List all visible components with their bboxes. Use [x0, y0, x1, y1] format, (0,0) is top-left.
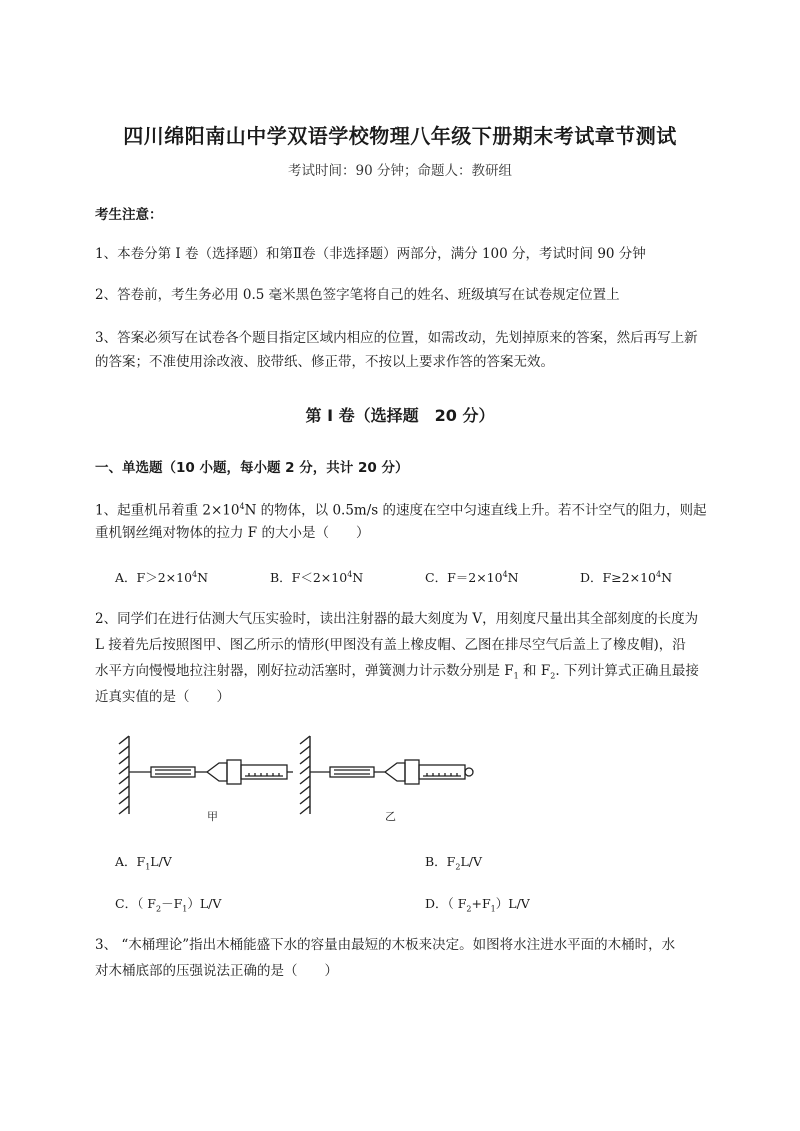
note-item: 1、本卷分第 I 卷（选择题）和第Ⅱ卷（非选择题）两部分，满分 100 分，考试时间 90 分钟 [95, 246, 646, 262]
exam-subtitle: 考试时间：90 分钟；命题人：教研组 [288, 163, 512, 179]
syringe-experiment-figure [115, 732, 475, 824]
q2-option-d[interactable]: D．（ $F_2+F_1)L/V$ [425, 896, 530, 914]
q1-option-c[interactable]: C．$F=2\times 10^4N$ [425, 569, 519, 585]
question-2-line: 近真实值的是（ ） [95, 689, 230, 705]
question-3-line: 3、 “木桶理论”指出木桶能盛下水的容量由最短的木板来决定。如图将水注进水平面的木桶时，水 [95, 937, 676, 953]
wall-left [119, 736, 129, 814]
question-3-line: 对木桶底部的压强说法正确的是（ ） [95, 963, 338, 979]
question-2-line: 2、同学们在进行估测大气压实验时，读出注射器的最大刻度为 V，用刻度尺量出其全部刻度的长度为 [95, 611, 699, 627]
apparatus-yi [310, 760, 473, 784]
page-title: 四川绵阳南山中学双语学校物理八年级下册期末考试章节测试 [123, 124, 677, 148]
note-item: 2、答卷前，考生务必用 0.5 毫米黑色签字笔将自己的姓名、班级填写在试卷规定位置上 [95, 287, 620, 303]
figure-label-jia: 甲 [207, 810, 218, 823]
note-item: 的答案；不准使用涂改液、胶带纸、修正带，不按以上要求作答的答案无效。 [95, 354, 554, 370]
q1-option-b[interactable]: B．$F<2\times 10^4N$ [270, 569, 364, 585]
apparatus-jia [129, 760, 293, 784]
q2-option-b[interactable]: B．$F_2L/V$ [425, 854, 482, 872]
section-title: 第 I 卷（选择题 20 分） [305, 406, 495, 425]
figure-label-yi: 乙 [385, 810, 396, 823]
note-item: 3、答案必须写在试卷各个题目指定区域内相应的位置，如需改动，先划掉原来的答案，然后再写上新 [95, 330, 698, 346]
question-2-line: 水平方向慢慢地拉注射器，刚好拉动活塞时，弹簧测力计示数分别是 $F_1$ 和 $F_2$. 下列计算式正确且最接 [95, 663, 699, 681]
part-title: 一、单选题（10 小题，每小题 2 分，共计 20 分） [95, 460, 409, 476]
question-1-line: 1、起重机吊着重 $2\times 10^4N$ 的物体，以 0.5m/s 的速度在空中匀速直线上升。若不计空气的阻力，则起 [95, 502, 707, 519]
question-2-line: L 接着先后按照图甲、图乙所示的情形(甲图没有盖上橡皮帽、乙图在排尽空气后盖上了橡皮帽)，沿 [95, 637, 686, 653]
q2-option-c[interactable]: C．（ $F_2-F_1)L/V$ [115, 896, 222, 914]
question-1-line: 重机钢丝绳对物体的拉力 F 的大小是（ ） [95, 525, 370, 541]
q1-option-a[interactable]: A．$F>2\times 10^4N$ [115, 569, 209, 585]
q2-option-a[interactable]: A．$F_1L/V$ [115, 854, 172, 872]
q1-option-d[interactable]: D．$F\ge 2\times 10^4N$ [580, 569, 673, 585]
wall-right [300, 736, 310, 814]
notes-heading: 考生注意： [95, 207, 163, 223]
